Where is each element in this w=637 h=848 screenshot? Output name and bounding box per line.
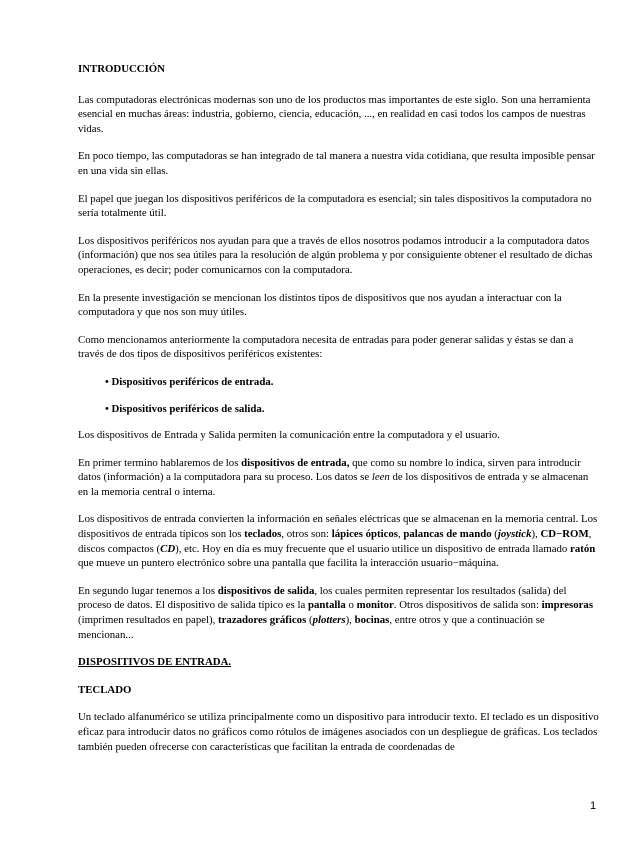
p10-text-o: , entre otros y que a continuación se mencionan... [78,614,545,641]
paragraph-2: En poco tiempo, las computadoras se han integrado de tal manera a nuestra vida cotidiana, que resulta imposible pensar en una vida sin ellas. [78,150,595,177]
document-body [78,62,600,767]
paragraph-7: Los dispositivos de Entrada y Salida permiten la comunicación entre la computadora y el usuario. [78,429,500,442]
paragraph-6: Como mencionamos anteriormente la computadora necesita de entradas para poder generar salidas y éstas se dan a través de dos tipos de dispositivos periféricos existentes: [78,333,574,361]
p9-text-k: , discos compactos ( [78,528,592,555]
p10-bold-output-devices: dispositivos de salida [217,584,315,597]
p9-bolditalic-joystick [498,528,532,540]
p10-text-i: (imprimen resultados en papel), [78,614,219,627]
paragraph-3: El papel que juegan los dispositivos periféricos de la computadora es esencial; sin tales dispositivos la computadora no sería totalmente útil. [78,192,592,220]
title-introduccion: INTRODUCCIÓN [78,63,165,75]
p10-text-m: ), [345,614,355,627]
bullet-output-devices: • Dispositivos periféricos de salida. [105,402,265,415]
p8-italic-leen: leen [371,471,390,484]
p9-bolditalic-cd [160,543,175,555]
p9-text-a: Los dispositivos de entrada convierten la información en señales eléctricas que se almacenan en la memoria central. Los dispositivos de entrada típicos son los [78,513,598,541]
p9-bold-raton: ratón [570,542,596,555]
p9-text-e: , [398,528,404,541]
p10-bold-trazadores: trazadores gráficos [218,614,307,627]
p8-text-a: En primer termino hablaremos de los [78,456,242,469]
p9-bold-teclados: teclados [244,528,282,541]
p10-text-k: ( [306,614,313,627]
p9-joystick-text: joystick [497,528,532,541]
paragraph-1: Las computadoras electrónicas modernas son uno de los productos mas importantes de este siglo. Son una herramienta esencial en muchas áreas: industria, gobierno, ciencia, educación, ..., en realidad en casi todos los campos de nuestras vidas. [78,93,591,135]
p10-text-e: o [345,599,357,612]
paragraph-8 [78,456,600,500]
p8-text-c: que como su nombre lo indica, sirven para introducir datos (información) a la computadora para su proceso. Los datos se [78,456,581,484]
p9-text-c: , otros son: [281,528,332,541]
p9-cd-text: CD [160,542,176,555]
paragraph-10 [78,584,600,642]
p10-bolditalic-plotters [313,614,346,626]
p9-text-i: ), [531,528,541,541]
p9-bold-lapices: lápices ópticos [331,528,398,541]
p10-text-a: En segundo lugar tenemos a los [78,584,218,597]
paragraph-9 [78,512,600,570]
p10-bold-impresoras: impresoras [541,599,594,612]
p10-bold-bocinas: bocinas [354,614,390,627]
p10-bold-monitor: monitor [356,599,394,612]
bullet-input-devices: • Dispositivos periféricos de entrada. [105,375,274,388]
paragraph-4: Los dispositivos periféricos nos ayudan para que a través de ellos nosotros podamos introducir a la computadora datos (información) que nos sea útiles para la resolución de algún problema y por consiguiente obtener el resultado de dichas operaciones, es decir; poder comunicarnos con la computadora. [78,234,593,276]
p10-text-g: . Otros dispositivos de salida son: [393,599,542,612]
p9-bold-palancas: palancas de mando [403,528,492,541]
p9-text-m: ), etc. Hoy en día es muy frecuente que el usuario utilice un dispositivo de entrada llamado [175,542,571,555]
paragraph-5: En la presente investigación se mencionan los distintos tipos de dispositivos que nos ayudan a interactuar con la computadora y que nos son muy útiles. [78,291,562,319]
p9-text-o: que mueve un puntero electrónico sobre una pantalla que facilita la interacción usuario−máquina. [78,557,499,570]
p10-plotters-text: plotters [312,614,346,627]
paragraph-11: Un teclado alfanumérico se utiliza principalmente como un dispositivo para introducir texto. El teclado es un dispositivo eficaz para introducir datos no gráficos como rótulos de imágenes asociados con un despliegue de gráficas. Los teclados también pueden ofrecerse con características que facilitan la entrada de coordenadas de [78,711,599,753]
p9-text-g: ( [491,528,498,541]
p10-bold-pantalla: pantalla [308,599,346,612]
subheading-teclado: TECLADO [78,683,132,696]
page-number: 1 [590,800,597,812]
p9-bold-cdrom: CD−ROM [540,528,589,541]
p8-bold-input-devices: dispositivos de entrada, [241,456,350,469]
p10-text-c: , los cuales permiten representar los resultados (salida) del proceso de datos. El dispositivo de salida típico es la [78,584,567,612]
section-heading-input-devices: DISPOSITIVOS DE ENTRADA. [78,656,232,669]
p8-text-e: de los dispositivos de entrada y se almacenan en la memoria central o interna. [78,471,589,498]
